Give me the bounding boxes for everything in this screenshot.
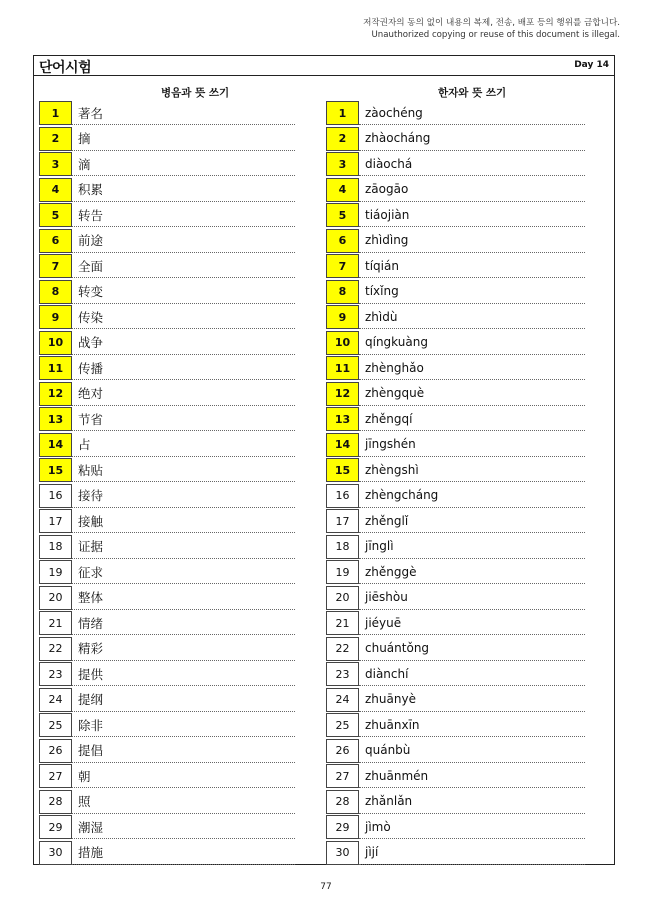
item-number: 29: [39, 815, 72, 839]
hanzi-word: 战争: [72, 331, 295, 355]
hanzi-word: 转变: [72, 280, 295, 304]
item-number: 26: [326, 739, 359, 763]
item-number: 13: [326, 407, 359, 431]
hanzi-word: 绝对: [72, 382, 295, 406]
item-number: 17: [326, 509, 359, 533]
pinyin-word: jiēshòu: [359, 586, 585, 610]
title-bar: [34, 56, 614, 76]
pinyin-word: jiéyuē: [359, 611, 585, 635]
pinyin-word: jīnglì: [359, 535, 585, 559]
pinyin-word: qíngkuàng: [359, 331, 585, 355]
item-number: 30: [39, 841, 72, 865]
item-number: 16: [326, 484, 359, 508]
item-number: 18: [326, 535, 359, 559]
item-number: 10: [326, 331, 359, 355]
copyright-notice-ko: 저작권자의 동의 없이 내용의 복제, 전송, 배포 등의 행위를 금합니다.: [363, 18, 620, 28]
item-number: 24: [326, 688, 359, 712]
item-number: 15: [39, 458, 72, 482]
hanzi-word: 前途: [72, 229, 295, 253]
copyright-notice-en: Unauthorized copying or reuse of this document is illegal.: [371, 30, 620, 40]
item-number: 22: [39, 637, 72, 661]
item-number: 28: [326, 790, 359, 814]
item-number: 20: [39, 586, 72, 610]
hanzi-word: 著名: [72, 101, 295, 125]
pinyin-word: diàochá: [359, 152, 585, 176]
day-label: Day 14: [574, 60, 609, 70]
pinyin-word: diànchí: [359, 662, 585, 686]
pinyin-word: zhěnggè: [359, 560, 585, 584]
pinyin-word: jìmò: [359, 815, 585, 839]
item-number: 13: [39, 407, 72, 431]
item-number: 1: [326, 101, 359, 125]
pinyin-word: zhuānxīn: [359, 713, 585, 737]
pinyin-word: zhìdù: [359, 305, 585, 329]
hanzi-word: 整体: [72, 586, 295, 610]
hanzi-word: 滴: [72, 152, 295, 176]
hanzi-word: 证据: [72, 535, 295, 559]
item-number: 6: [39, 229, 72, 253]
pinyin-word: jìjí: [359, 841, 585, 865]
pinyin-word: tíxǐng: [359, 280, 585, 304]
item-number: 1: [39, 101, 72, 125]
item-number: 2: [39, 127, 72, 151]
item-number: 4: [39, 178, 72, 202]
item-number: 5: [326, 203, 359, 227]
pinyin-word: zhèngquè: [359, 382, 585, 406]
item-number: 15: [326, 458, 359, 482]
item-number: 26: [39, 739, 72, 763]
hanzi-word: 传染: [72, 305, 295, 329]
item-number: 3: [326, 152, 359, 176]
pinyin-word: zhěnglǐ: [359, 509, 585, 533]
item-number: 10: [39, 331, 72, 355]
hanzi-word: 除非: [72, 713, 295, 737]
hanzi-word: 占: [72, 433, 295, 457]
pinyin-word: zhìdìng: [359, 229, 585, 253]
item-number: 27: [326, 764, 359, 788]
item-number: 11: [326, 356, 359, 380]
hanzi-word: 积累: [72, 178, 295, 202]
item-number: 21: [39, 611, 72, 635]
item-number: 28: [39, 790, 72, 814]
hanzi-word: 照: [72, 790, 295, 814]
item-number: 18: [39, 535, 72, 559]
pinyin-word: zhèngshì: [359, 458, 585, 482]
item-number: 29: [326, 815, 359, 839]
hanzi-word: 提倡: [72, 739, 295, 763]
pinyin-word: jīngshén: [359, 433, 585, 457]
pinyin-word: zhènghǎo: [359, 356, 585, 380]
vocab-test-sheet: [33, 55, 615, 865]
item-number: 12: [326, 382, 359, 406]
item-number: 19: [326, 560, 359, 584]
hanzi-word: 潮湿: [72, 815, 295, 839]
item-number: 4: [326, 178, 359, 202]
item-number: 14: [39, 433, 72, 457]
item-number: 30: [326, 841, 359, 865]
pinyin-word: chuántǒng: [359, 637, 585, 661]
hanzi-word: 措施: [72, 841, 295, 865]
item-number: 23: [39, 662, 72, 686]
hanzi-word: 粘贴: [72, 458, 295, 482]
item-number: 12: [39, 382, 72, 406]
hanzi-word: 转告: [72, 203, 295, 227]
item-number: 8: [326, 280, 359, 304]
pinyin-word: tiáojiàn: [359, 203, 585, 227]
item-number: 16: [39, 484, 72, 508]
hanzi-word: 全面: [72, 254, 295, 278]
item-number: 2: [326, 127, 359, 151]
copyright-notice: [363, 17, 620, 41]
item-number: 11: [39, 356, 72, 380]
hanzi-word: 朝: [72, 764, 295, 788]
hanzi-word: 传播: [72, 356, 295, 380]
hanzi-word: 精彩: [72, 637, 295, 661]
item-number: 3: [39, 152, 72, 176]
pinyin-word: zhuānyè: [359, 688, 585, 712]
item-number: 17: [39, 509, 72, 533]
hanzi-word: 节省: [72, 407, 295, 431]
item-number: 25: [326, 713, 359, 737]
pinyin-word: zhèngcháng: [359, 484, 585, 508]
right-column-heading: 한자와 뜻 쓰기: [438, 87, 507, 99]
item-number: 7: [39, 254, 72, 278]
item-number: 14: [326, 433, 359, 457]
item-number: 9: [39, 305, 72, 329]
hanzi-word: 提纲: [72, 688, 295, 712]
item-number: 7: [326, 254, 359, 278]
item-number: 19: [39, 560, 72, 584]
hanzi-word: 摘: [72, 127, 295, 151]
page-number: 77: [320, 882, 332, 892]
item-number: 6: [326, 229, 359, 253]
item-number: 25: [39, 713, 72, 737]
pinyin-word: tíqián: [359, 254, 585, 278]
item-number: 20: [326, 586, 359, 610]
item-number: 21: [326, 611, 359, 635]
item-number: 24: [39, 688, 72, 712]
item-number: 22: [326, 637, 359, 661]
item-number: 23: [326, 662, 359, 686]
pinyin-word: zāogāo: [359, 178, 585, 202]
item-number: 8: [39, 280, 72, 304]
item-number: 9: [326, 305, 359, 329]
pinyin-word: quánbù: [359, 739, 585, 763]
item-number: 5: [39, 203, 72, 227]
hanzi-word: 接待: [72, 484, 295, 508]
pinyin-word: zhǎnlǎn: [359, 790, 585, 814]
hanzi-word: 征求: [72, 560, 295, 584]
pinyin-word: zàochéng: [359, 101, 585, 125]
hanzi-word: 提供: [72, 662, 295, 686]
pinyin-word: zhěngqí: [359, 407, 585, 431]
left-column-heading: 병음과 뜻 쓰기: [161, 87, 230, 99]
test-title: 단어시험: [39, 60, 92, 76]
hanzi-word: 接触: [72, 509, 295, 533]
pinyin-word: zhuānmén: [359, 764, 585, 788]
item-number: 27: [39, 764, 72, 788]
hanzi-word: 情绪: [72, 611, 295, 635]
pinyin-word: zhàocháng: [359, 127, 585, 151]
